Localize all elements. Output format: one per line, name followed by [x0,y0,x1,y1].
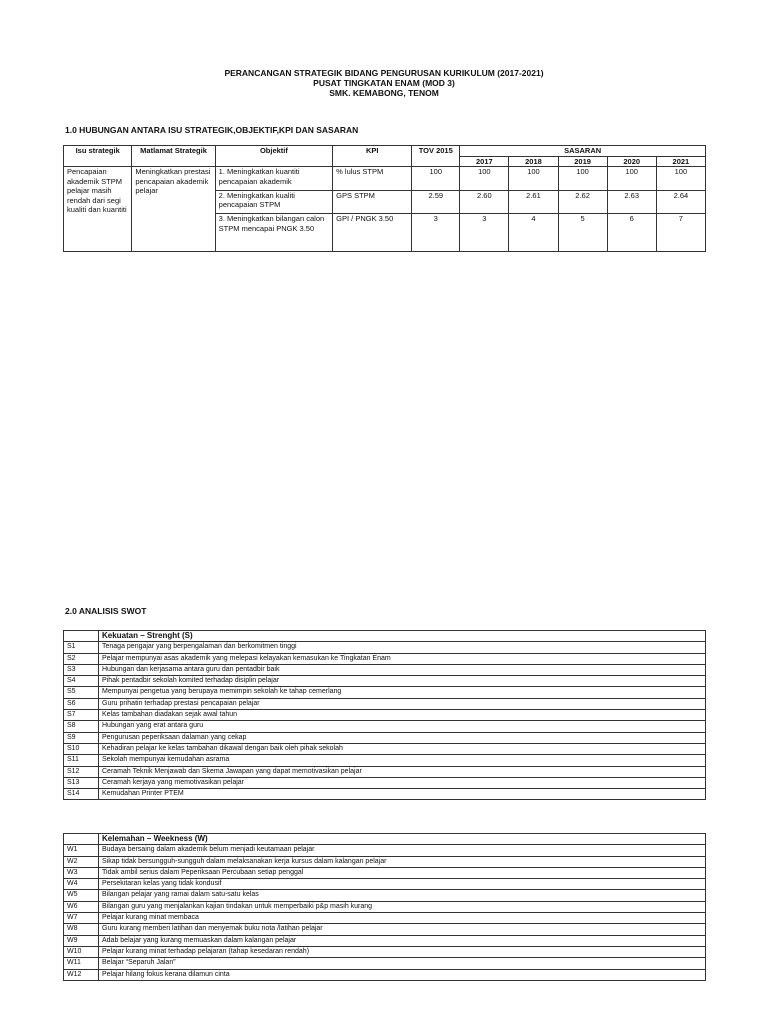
swot-row [64,710,706,721]
year-header: 2018 [509,156,558,167]
swot-code: W1 [64,845,99,856]
swot-text: Kehadiran pelajar ke kelas tambahan dikawal dengan baik oleh pihak sekolah [99,743,706,754]
swot-row [64,879,706,890]
swot-code: S7 [64,710,99,721]
swot-row [64,845,706,856]
swot-text: Kelas tambahan diadakan sejak awal tahun [99,710,706,721]
swot-text: Ceramah Teknik Menjawab dan Skema Jawapan yang dapat memotivasikan pelajar [99,766,706,777]
swot-text: Sikap tidak bersungguh-sungguh dalam melaksanakan kerja kursus dalam kalangan pelajar [99,856,706,867]
col-header-tov: TOV 2015 [412,146,460,167]
swot-text: Pihak pentadbir sekolah komited terhadap disiplin pelajar [99,676,706,687]
col-header-sasaran: SASARAN [460,146,706,157]
swot-row [64,935,706,946]
swot-code: S6 [64,698,99,709]
swot-code: W12 [64,969,99,980]
col-header-kpi: KPI [333,146,412,167]
strengths-table [63,630,706,800]
target-cell: 2.62 [558,190,607,214]
swot-code: S10 [64,743,99,754]
swot-row [64,698,706,709]
swot-code: W10 [64,946,99,957]
kpi-cell: GPS STPM [333,190,412,214]
weaknesses-table [63,833,706,981]
swot-row [64,969,706,980]
swot-code: S5 [64,687,99,698]
swot-code: S2 [64,653,99,664]
section2-heading: 2.0 ANALISIS SWOT [65,606,147,616]
swot-text: Pelajar mempunyai asas akademik yang melepasi kelayakan kemasukan ke Tingkatan Enam [99,653,706,664]
swot-code: W4 [64,879,99,890]
col-header-isu: Isu strategik [64,146,132,167]
swot-code: S1 [64,642,99,653]
year-header: 2021 [656,156,705,167]
code-cell [64,834,99,845]
swot-text: Belajar “Separuh Jalan” [99,958,706,969]
weaknesses-header-row [64,834,706,845]
target-cell: 7 [656,214,705,252]
target-cell: 2.63 [607,190,656,214]
matlamat-cell: Meningkatkan prestasi pencapaian akademik pelajar [132,167,215,252]
swot-row [64,856,706,867]
swot-code: S12 [64,766,99,777]
swot-text: Bilangan pelajar yang ramai dalam satu-satu kelas [99,890,706,901]
swot-code: S4 [64,676,99,687]
swot-row [64,924,706,935]
section1-heading: 1.0 HUBUNGAN ANTARA ISU STRATEGIK,OBJEKTIF,KPI DAN SASARAN [65,125,359,135]
target-cell: 100 [607,167,656,191]
target-cell: 100 [558,167,607,191]
swot-text: Kemudahan Printer PTEM [99,789,706,800]
swot-code: W7 [64,913,99,924]
col-header-objektif: Objektif [215,146,333,167]
code-cell [64,631,99,642]
year-header: 2020 [607,156,656,167]
swot-code: W3 [64,867,99,878]
swot-code: W5 [64,890,99,901]
swot-row [64,777,706,788]
year-header: 2019 [558,156,607,167]
swot-text: Ceramah kerjaya yang memotivasikan pelajar [99,777,706,788]
weaknesses-list [64,845,706,981]
swot-text: Pelajar kurang minat terhadap pelajaran (tahap kesedaran rendah) [99,946,706,957]
strengths-title: Kekuatan – Strenght (S) [99,631,706,642]
kpi-table [63,145,706,252]
document-title-line3: SMK. KEMABONG, TENOM [329,88,439,98]
swot-text: Hubungan yang erat antara guru [99,721,706,732]
swot-text: Bilangan guru yang menjalankan kajian tindakan untuk memperbaiki p&p masih kurang [99,901,706,912]
swot-row [64,642,706,653]
strengths-header-row [64,631,706,642]
swot-code: W8 [64,924,99,935]
target-cell: 100 [509,167,558,191]
kpi-header-row [64,146,706,157]
swot-row [64,958,706,969]
swot-row [64,687,706,698]
swot-text: Pelajar kurang minat membaca [99,913,706,924]
swot-row [64,755,706,766]
swot-row [64,946,706,957]
tov-cell: 3 [412,214,460,252]
document-title-line1: PERANCANGAN STRATEGIK BIDANG PENGURUSAN KURIKULUM (2017-2021) [224,68,544,78]
swot-row [64,789,706,800]
document-title-line2: PUSAT TINGKATAN ENAM (MOD 3) [313,78,455,88]
swot-row [64,743,706,754]
target-cell: 100 [656,167,705,191]
swot-code: S11 [64,755,99,766]
swot-code: S14 [64,789,99,800]
year-header: 2017 [460,156,509,167]
kpi-cell: % lulus STPM [333,167,412,191]
tov-cell: 100 [412,167,460,191]
swot-text: Tenaga pengajar yang berpengalaman dan berkomitmen tinggi [99,642,706,653]
swot-text: Guru kurang memberi latihan dan menyemak buku nota /latihan pelajar [99,924,706,935]
objektif-cell: 3. Meningkatkan bilangan calon STPM mencapai PNGK 3.50 [215,214,333,252]
swot-code: W6 [64,901,99,912]
target-cell: 100 [460,167,509,191]
swot-row [64,890,706,901]
swot-row [64,732,706,743]
swot-row [64,901,706,912]
swot-text: Mempunyai pengetua yang berupaya memimpin sekolah ke tahap cemerlang [99,687,706,698]
swot-code: W2 [64,856,99,867]
target-cell: 4 [509,214,558,252]
objektif-cell: 1. Meningkatkan kuantiti pencapaian akademik [215,167,333,191]
tov-cell: 2.59 [412,190,460,214]
swot-code: S13 [64,777,99,788]
target-cell: 2.61 [509,190,558,214]
swot-row [64,766,706,777]
swot-text: Hubungan dan kerjasama antara guru dan pentadbir baik [99,664,706,675]
swot-row [64,721,706,732]
swot-text: Guru prihatin terhadap prestasi pencapaian pelajar [99,698,706,709]
target-cell: 5 [558,214,607,252]
target-cell: 2.60 [460,190,509,214]
objektif-cell: 2. Meningkatkan kualiti pencapaian STPM [215,190,333,214]
isu-cell: Pencapaian akademik STPM pelajar masih rendah dari segi kualiti dan kuantiti [64,167,132,252]
target-cell: 3 [460,214,509,252]
swot-row [64,913,706,924]
col-header-matlamat: Matlamat Strategik [132,146,215,167]
swot-row [64,653,706,664]
swot-text: Budaya bersaing dalam akademik belum menjadi keutamaan pelajar [99,845,706,856]
swot-text: Adab belajar yang kurang memuaskan dalam kalangan pelajar [99,935,706,946]
swot-text: Pengurusan peperiksaan dalaman yang cekap [99,732,706,743]
kpi-cell: GPI / PNGK 3.50 [333,214,412,252]
swot-code: W11 [64,958,99,969]
weaknesses-title: Kelemahan – Weekness (W) [99,834,706,845]
swot-code: W9 [64,935,99,946]
kpi-row [64,167,706,191]
swot-code: S9 [64,732,99,743]
strengths-list [64,642,706,800]
swot-code: S8 [64,721,99,732]
swot-row [64,664,706,675]
swot-text: Pelajar hilang fokus kerana dilamun cinta [99,969,706,980]
swot-text: Sekolah mempunyai kemudahan asrama [99,755,706,766]
swot-row [64,867,706,878]
swot-code: S3 [64,664,99,675]
swot-text: Persekitaran kelas yang tidak kondusif [99,879,706,890]
swot-text: Tidak ambil serius dalam Peperiksaan Percubaan setiap penggal [99,867,706,878]
swot-row [64,676,706,687]
target-cell: 2.64 [656,190,705,214]
target-cell: 6 [607,214,656,252]
